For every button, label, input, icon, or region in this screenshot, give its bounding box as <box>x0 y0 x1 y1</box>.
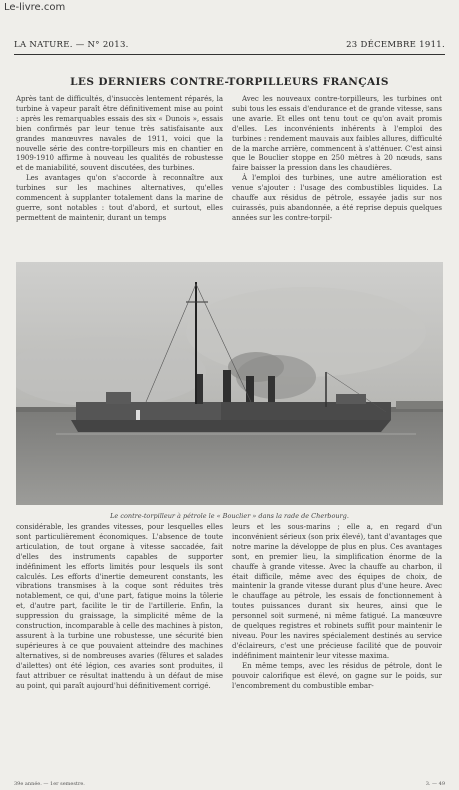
paragraph: Avec les nouveaux contre-torpilleurs, les turbines ont subi tous les essais d'endurance et de grande vitesse, sans une avarie. Et elles ont tenu tout ce qu'on avait promis d'elles. Les inconvénients inhérents à l'emploi des turbines : rendement mauvais aux faibles allures, difficulté de la marche arrière, commencent à s'atténuer. C'est ainsi que le Bouclier stoppe en 250 mètres à 20 nœuds, sans faire baisser la pression dans les chaudières. <box>232 95 442 173</box>
site-watermark: Le-livre.com <box>4 2 66 13</box>
text-column-2 <box>232 95 442 245</box>
photo-caption: Le contre-torpilleur à pétrole le « Bouclier » dans la rade de Cherbourg. <box>110 512 349 520</box>
paragraph: leurs et les sous-marins ; elle a, en regard d'un inconvénient sérieux (son prix élevé), tant d'avantages que notre marine la développe de plus en plus. Ces avantages sont, en premier lieu, la simplification énorme de la chauffe à grande vitesse. Avec la chauffe au charbon, il était difficile, même avec des équipes de choix, de maintenir la grande vitesse durant plus d'une heure. Avec le chauffage au pétrole, les essais de fonctionnement à toutes puissances durant six heures, ainsi que le personnel soit surmené, ni même fatigué. La manœuvre de quelques registres et robinets suffit pour maintenir le niveau. Pour les navires spécialement destinés au service d'éclaireurs, c'est une précieuse facilité que de pouvoir indéfiniment maintenir leur vitesse maxima. <box>232 523 442 660</box>
paragraph: Après tant de difficultés, d'insuccès lentement réparés, la turbine à vapeur paraît être définitivement mise au point : après les remarquables essais des six « Dunois », essais bien confirmés par leur tenue très satisfaisante aux grandes manœuvres navales de 1911, voici que la nouvelle série des contre-torpilleurs mis en chantier en 1909-1910 affirme à nouveau les qualités de robustesse et de maniabilité, souvent discutées, des turbines. <box>16 95 223 173</box>
text-column-4 <box>232 523 442 781</box>
text-column-1 <box>16 95 223 245</box>
footer-volume: 39e année. — 1er semestre. <box>14 781 85 787</box>
paragraph: considérable, les grandes vitesses, pour lesquelles elles sont particulièrement économiques. L'absence de toute articulation, de tout organe à vitesse saccadée, fait d'elles des instruments capables de supporter indéfiniment les efforts limités pour lesquels ils sont calculés. Les efforts d'inertie demeurent constants, les vibrations transmises à la coque sont réduites très notablement, ce qui, d'une part, fatigue moins la tôlerie et, d'autre part, facilite le tir de l'artillerie. Enfin, la suppression du graissage, la simplicité même de la construction, incomparable à celle des machines à piston, assurent à la turbine une robustesse, une sécurité bien supérieures à ce que pouvaient atteindre des machines alternatives, si de nombreuses avaries (fêlures et salades d'ailettes) ont été légion, ces avaries sont produites, il faut attribuer ce résultat inattendu à un défaut de mise au point, qui paraît aujourd'hui définitivement corrigé. <box>16 523 223 690</box>
running-header <box>14 40 445 55</box>
issue-date: 23 DÉCEMBRE 1911. <box>346 40 445 50</box>
journal-issue: LA NATURE. — N° 2013. <box>14 40 129 50</box>
page-footer <box>14 781 445 787</box>
footer-page: 3. — 49 <box>425 781 445 787</box>
paragraph: Les avantages qu'on s'accorde à reconnaître aux turbines sur les machines alternatives, qu'elles commencent à supplanter totalement dans la marine de guerre, sont notables : tout d'abord, et surtout, elles permettent de maintenir, durant un temps <box>16 174 223 222</box>
article-title: LES DERNIERS CONTRE-TORPILLEURS FRANÇAIS <box>70 76 389 88</box>
paragraph: À l'emploi des turbines, une autre amélioration est venue s'ajouter : l'usage des combustibles liquides. La chauffe aux résidus de pétrole, essayée jadis sur nos cuirassés, puis abandonnée, a été reprise depuis quelques années sur les contre-torpil- <box>232 174 442 222</box>
text-column-3 <box>16 523 223 781</box>
ship-photograph <box>16 262 443 505</box>
paragraph: En même temps, avec les résidus de pétrole, dont le pouvoir calorifique est élevé, on gagne sur le poids, sur l'encombrement du combustible embar- <box>232 661 442 690</box>
